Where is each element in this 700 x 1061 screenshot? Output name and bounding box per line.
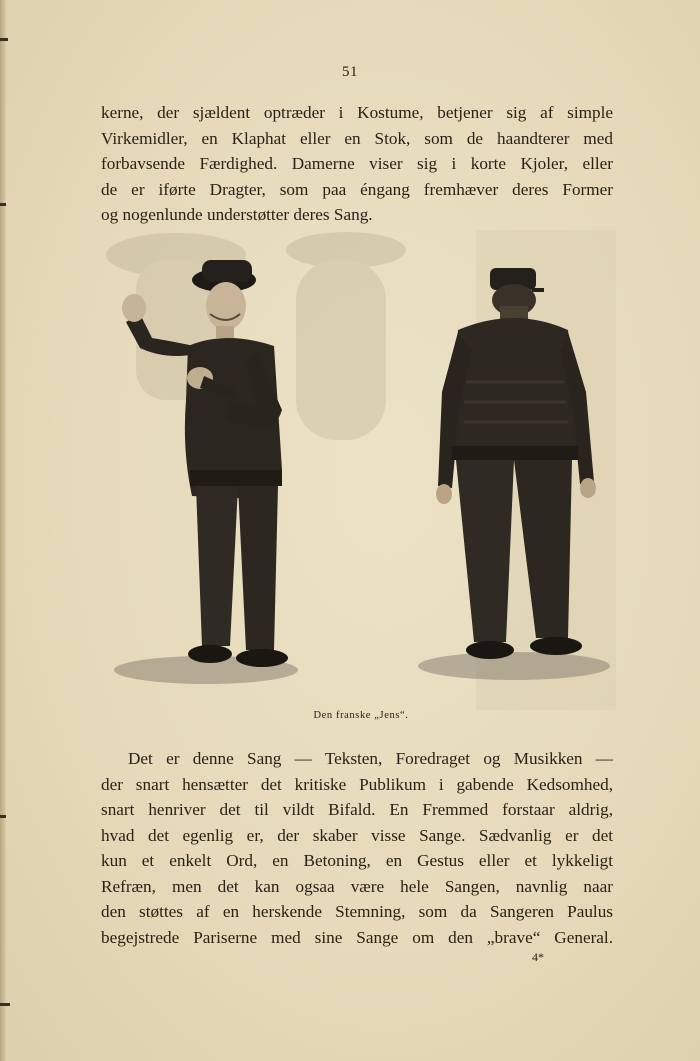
- text-line: begejstrede Pariserne med sine Sange om den „brave“ General.: [101, 927, 613, 947]
- text-line: de er iførte Dragter, som paa éngang fremhæver deres Former: [101, 179, 613, 199]
- text-line: snart henriver det til vildt Bifald. En Fremmed forstaar aldrig,: [101, 800, 613, 819]
- paragraph-top: [101, 100, 613, 228]
- text-line: den støttes af en herskende Stemning, som da Sangeren Paulus: [101, 902, 613, 921]
- page-left-edge: [0, 0, 6, 1061]
- page-number: 51: [342, 64, 358, 80]
- man-back-photo: [418, 262, 618, 692]
- text-line: der snart hensætter det kritiske Publikum i gabende Kedsomhed,: [101, 774, 613, 794]
- edge-mark: [0, 815, 6, 818]
- text-line: og nogenlunde understøtter deres Sang.: [101, 205, 373, 224]
- text-line: kun et enkelt Ord, en Betoning, en Gestus eller et lykkeligt: [101, 851, 613, 870]
- text-line: Refræn, men det kan ogsaa være hele Sangen, navnlig naar: [101, 876, 613, 896]
- text-line: hvad det egenlig er, der skaber visse Sange. Sædvanlig er det: [101, 825, 613, 845]
- text-line: Virkemidler, en Klaphat eller en Stok, som de haandterer med: [101, 128, 613, 148]
- text-line: Det er denne Sang — Teksten, Foredraget og Musikken —: [128, 749, 613, 768]
- man-front-photo: [106, 250, 306, 690]
- paragraph-bottom: [101, 746, 613, 950]
- text-line: kerne, der sjældent optræder i Kostume, betjener sig af simple: [101, 103, 613, 122]
- edge-mark: [0, 203, 6, 206]
- edge-mark: [0, 38, 8, 41]
- text-line: forbavsende Færdighed. Damerne viser sig i korte Kjoler, eller: [101, 154, 613, 173]
- figure-illustration: [96, 230, 616, 710]
- signature-mark: 4*: [532, 950, 544, 964]
- edge-mark: [0, 1003, 10, 1006]
- figure-caption: Den franske „Jens“.: [313, 710, 409, 721]
